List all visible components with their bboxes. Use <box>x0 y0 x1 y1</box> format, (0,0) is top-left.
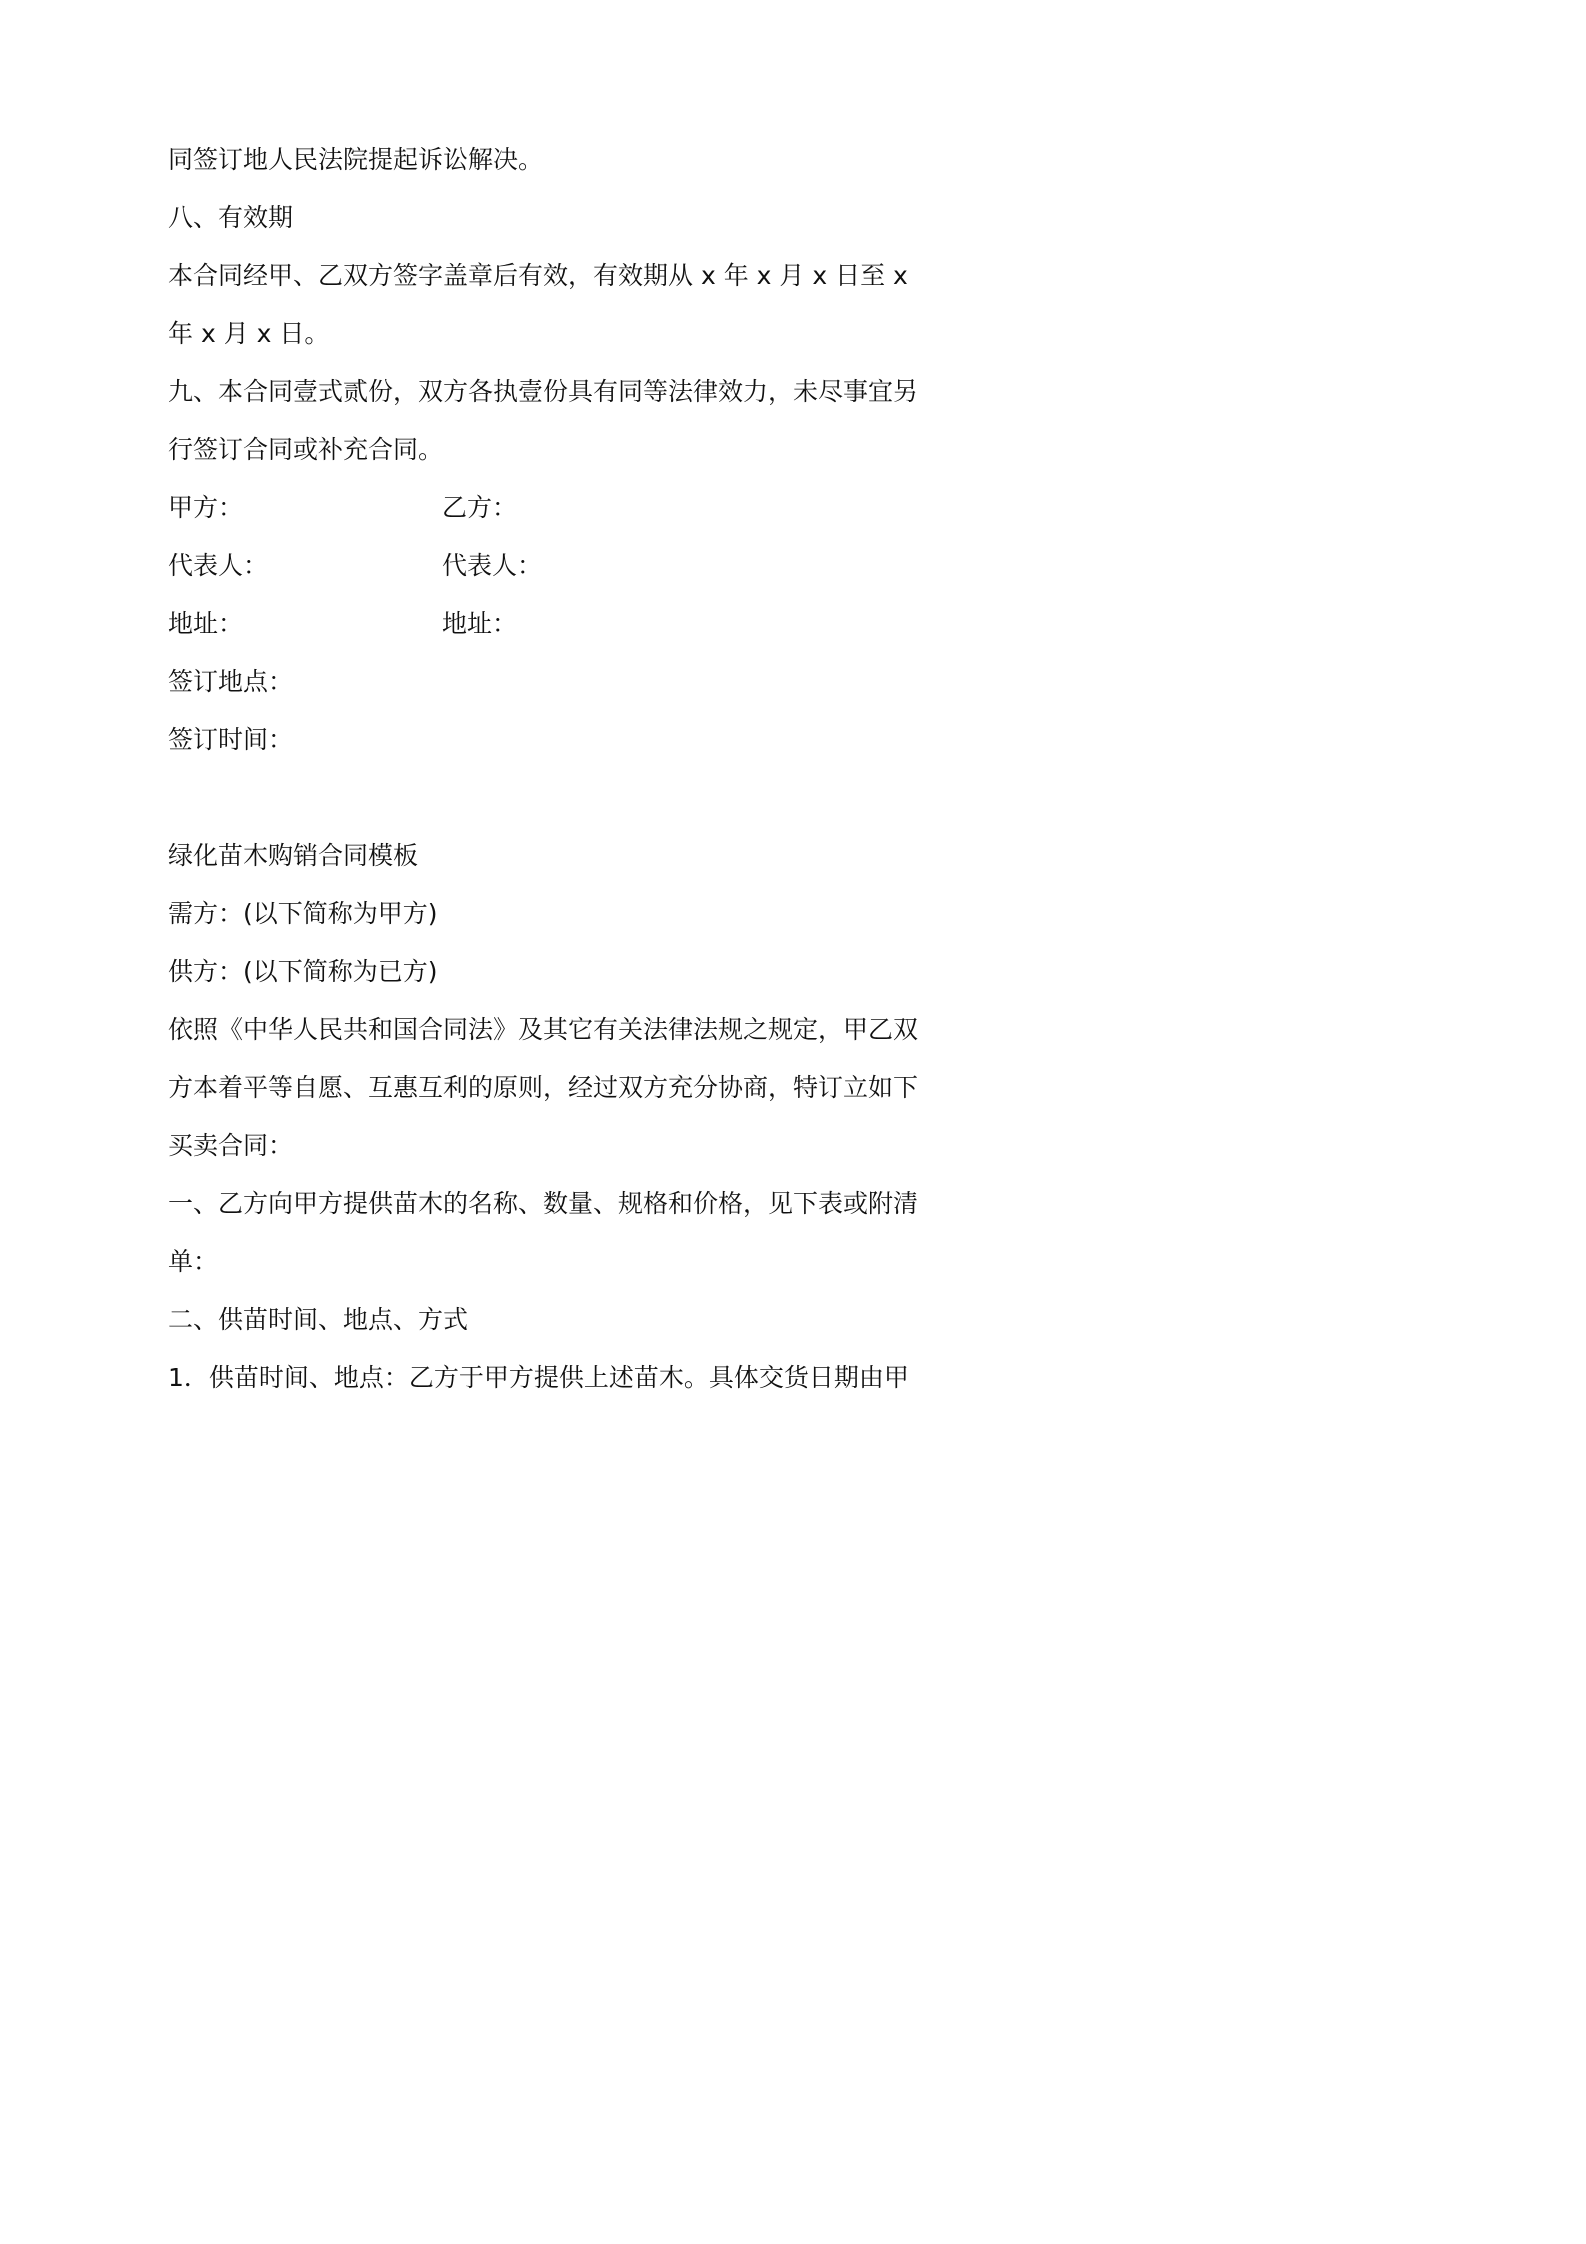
text-line: 单： <box>168 1247 219 1276</box>
section-heading-validity: 八、有效期 <box>168 203 294 232</box>
text-line: 行签订合同或补充合同。 <box>168 435 444 464</box>
text-line: 九、本合同壹式贰份，双方各执壹份具有同等法律效力，未尽事宜另 <box>168 377 919 406</box>
signing-place-label: 签订地点： <box>168 667 294 696</box>
text-line: 方本着平等自愿、互惠互利的原则，经过双方充分协商，特订立如下 <box>168 1073 919 1102</box>
address-b-label: 地址： <box>442 609 518 638</box>
supplier-line: 供方：(以下简称为已方) <box>168 957 438 986</box>
buyer-line: 需方：(以下简称为甲方) <box>168 899 438 928</box>
signing-time-label: 签订时间： <box>168 725 294 754</box>
text-line: 依照《中华人民共和国合同法》及其它有关法律法规之规定，甲乙双 <box>168 1015 919 1044</box>
document-title: 绿化苗木购销合同模板 <box>168 841 419 870</box>
address-a-label: 地址： <box>168 609 244 638</box>
party-b-label: 乙方： <box>442 493 518 522</box>
text-line: 本合同经甲、乙双方签字盖章后有效，有效期从 x 年 x 月 x 日至 x <box>168 261 908 290</box>
section-one-line: 一、乙方向甲方提供苗木的名称、数量、规格和价格，见下表或附清 <box>168 1189 919 1218</box>
party-a-label: 甲方： <box>168 493 244 522</box>
text-line: 1．供苗时间、地点：乙方于甲方提供上述苗木。具体交货日期由甲 <box>168 1363 909 1392</box>
document-page <box>0 0 1100 1556</box>
section-two-heading: 二、供苗时间、地点、方式 <box>168 1305 469 1334</box>
text-line: 同签订地人民法院提起诉讼解决。 <box>168 145 544 174</box>
text-line: 年 x 月 x 日。 <box>168 319 330 348</box>
representative-b-label: 代表人： <box>442 551 543 580</box>
text-line: 买卖合同： <box>168 1131 294 1160</box>
representative-a-label: 代表人： <box>168 551 269 580</box>
